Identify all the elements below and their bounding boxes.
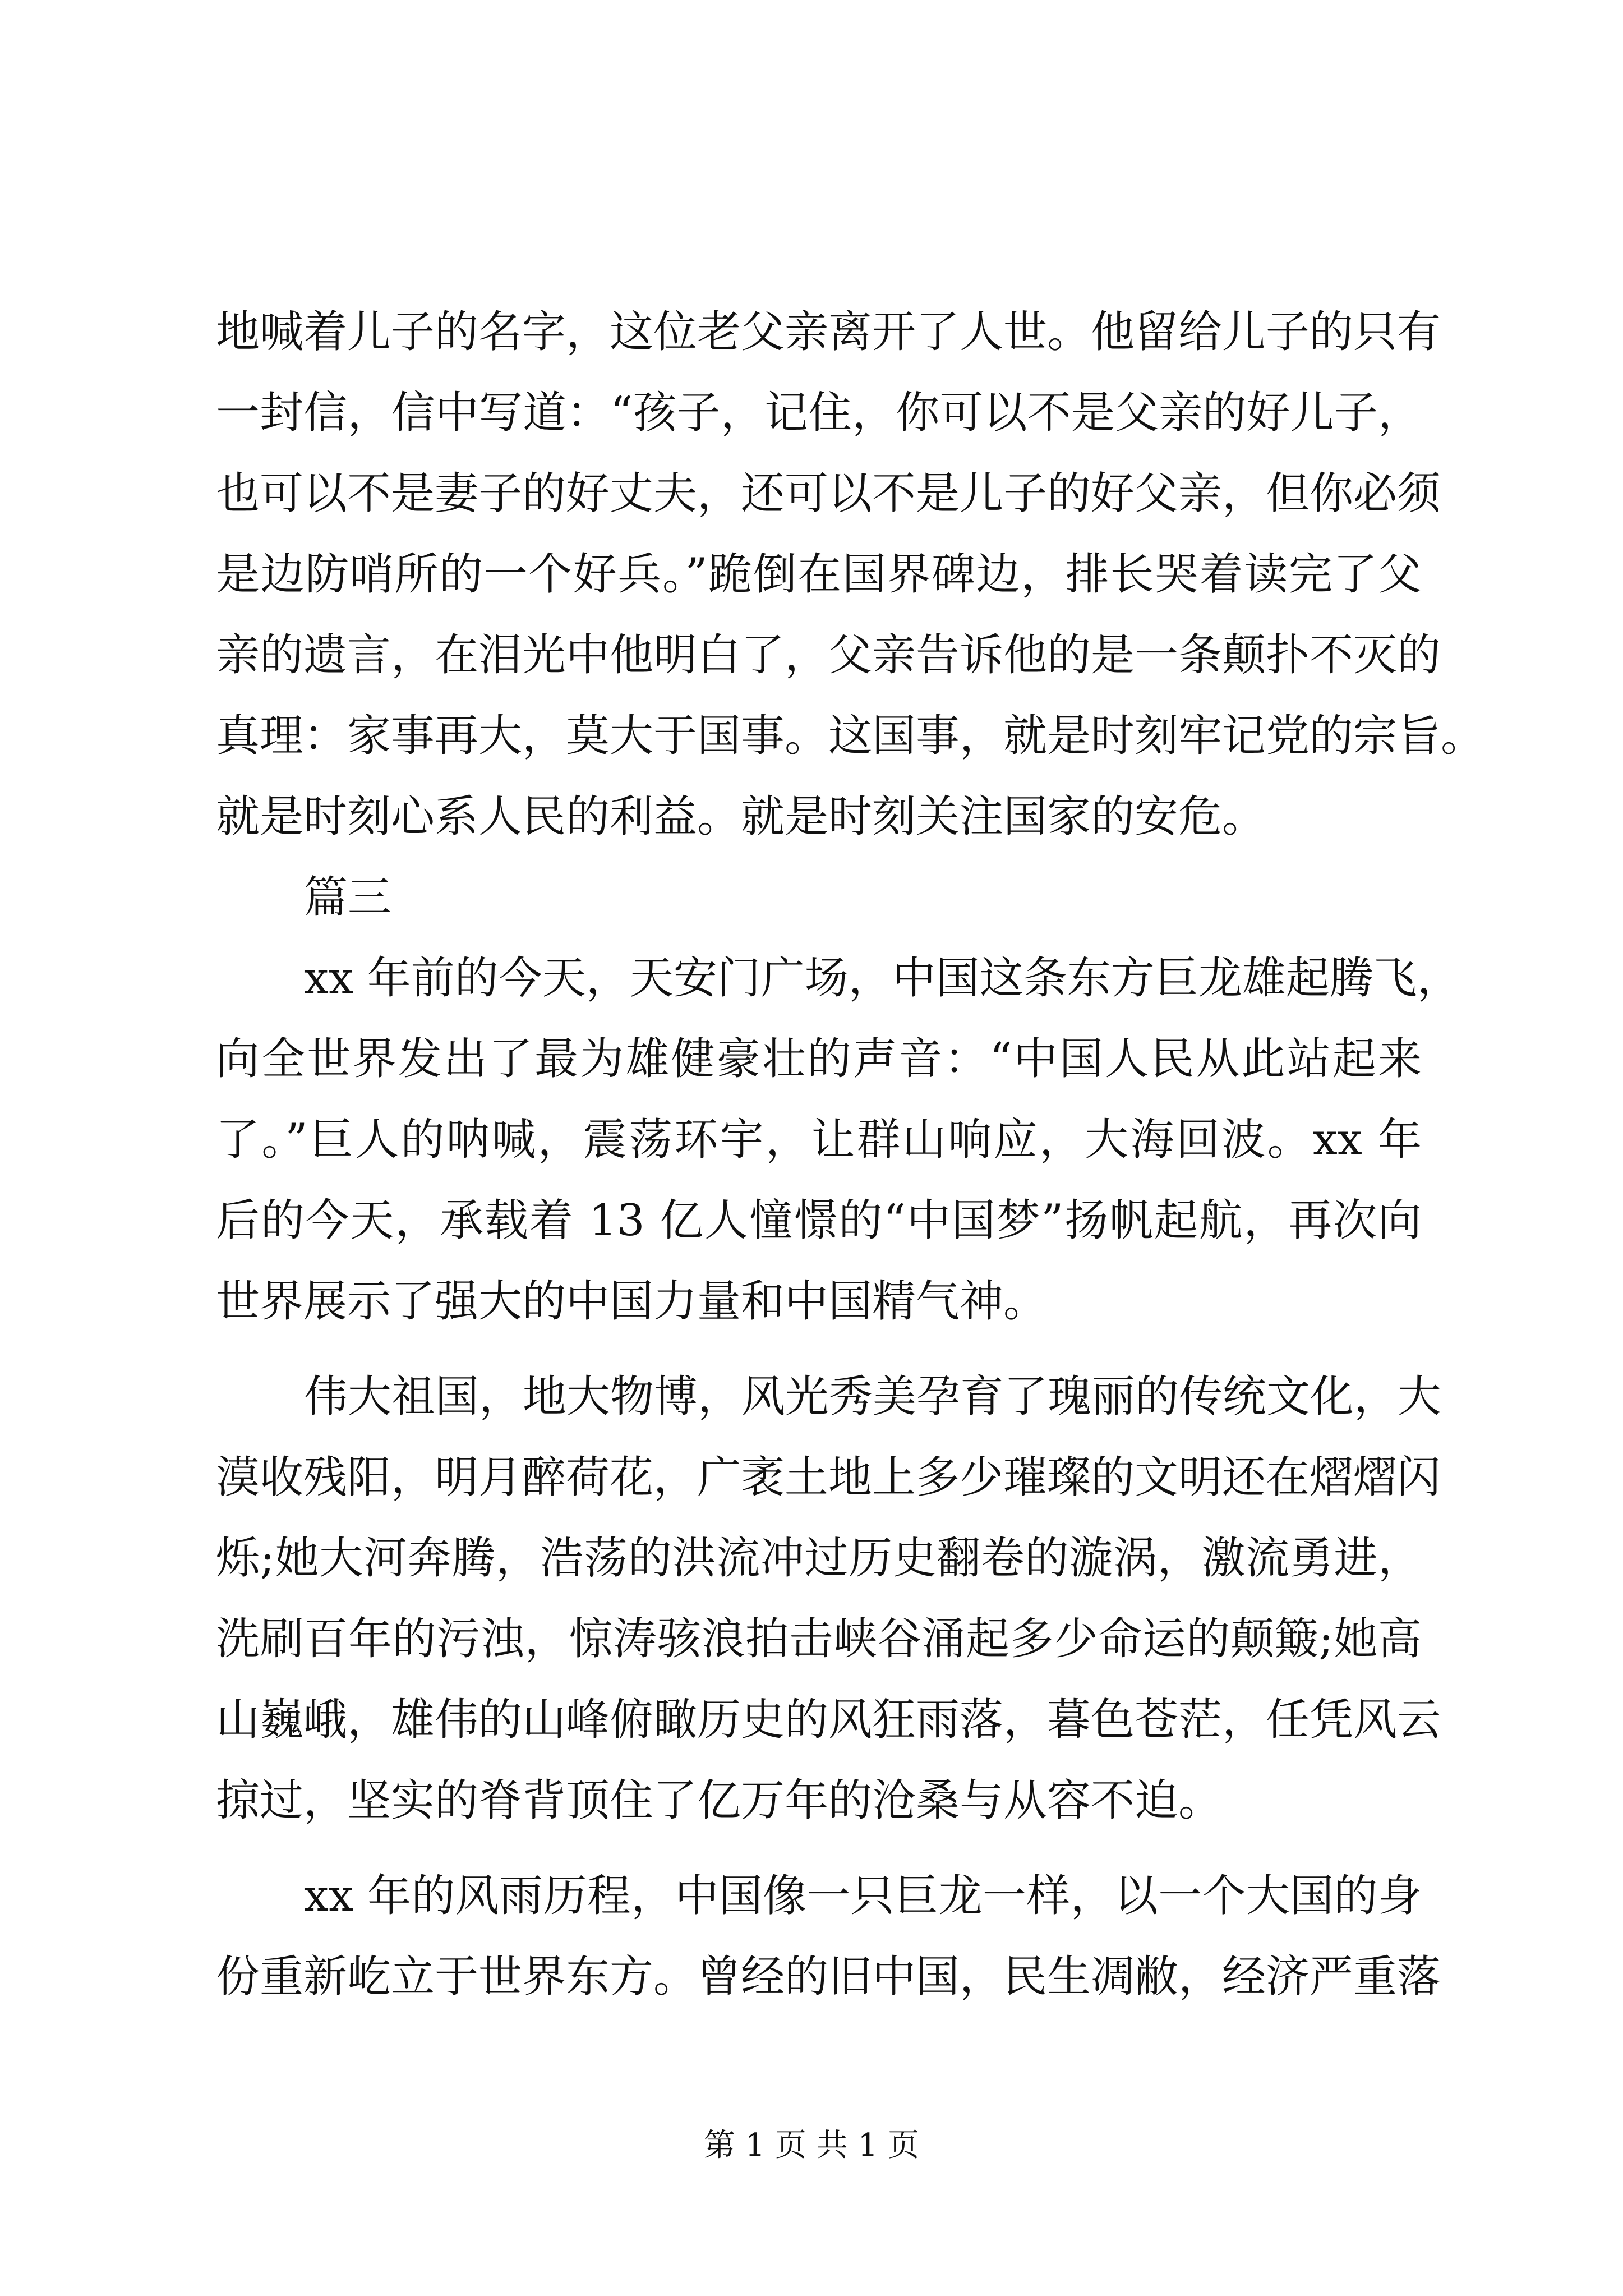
text-line: 伟大祖国，地大物博，风光秀美孕育了瑰丽的传统文化，大 bbox=[304, 1372, 1442, 1422]
text-line: 掠过，坚实的脊背顶住了亿万年的沧桑与从容不迫。 bbox=[216, 1775, 1223, 1826]
paragraph bbox=[216, 1856, 1441, 2017]
document-body bbox=[216, 292, 1485, 2017]
text-line: 地喊着儿子的名字，这位老父亲离开了人世。他留给儿子的只有 bbox=[216, 307, 1441, 357]
text-line: 洗刷百年的污浊，惊涛骇浪拍击峡谷涌起多少命运的颠簸;她高 bbox=[216, 1614, 1422, 1664]
page-footer: 第 1 页 共 1 页 bbox=[703, 2127, 920, 2164]
text-line: 了。”巨人的呐喊，震荡环宇，让群山响应，大海回波。xx 年 bbox=[216, 1115, 1422, 1165]
text-line: xx 年前的今天，天安门广场，中国这条东方巨龙雄起腾飞， bbox=[304, 953, 1461, 1004]
text-line: 向全世界发出了最为雄健豪壮的声音：“中国人民从此站起来 bbox=[216, 1034, 1422, 1084]
paragraph bbox=[216, 938, 1461, 1342]
text-line: xx 年的风雨历程，中国像一只巨龙一样，以一个大国的身 bbox=[304, 1871, 1422, 1921]
text-line: 真理：家事再大，莫大于国事。这国事，就是时刻牢记党的宗旨。 bbox=[216, 711, 1485, 761]
section-heading bbox=[216, 857, 1422, 938]
text-line: 烁;她大河奔腾，浩荡的洪流冲过历史翻卷的漩涡，激流勇进， bbox=[216, 1533, 1422, 1584]
paragraph bbox=[216, 292, 1485, 857]
text-line: 份重新屹立于世界东方。曾经的旧中国，民生凋敝，经济严重落 bbox=[216, 1952, 1441, 2002]
text-line: 世界展示了强大的中国力量和中国精气神。 bbox=[216, 1276, 1048, 1327]
text-line: 就是时刻心系人民的利益。就是时刻关注国家的安危。 bbox=[216, 792, 1266, 842]
text-line: 后的今天，承载着 13 亿人憧憬的“中国梦”扬帆起航，再次向 bbox=[216, 1195, 1422, 1246]
text-line: 是边防哨所的一个好兵。”跪倒在国界碑边，排长哭着读完了父 bbox=[216, 549, 1422, 600]
text-line: 亲的遗言，在泪光中他明白了，父亲告诉他的是一条颠扑不灭的 bbox=[216, 630, 1441, 680]
text-line: 漠收残阳，明月醉荷花，广袤土地上多少璀璨的文明还在熠熠闪 bbox=[216, 1452, 1441, 1503]
text-line: 山巍峨，雄伟的山峰俯瞰历史的风狂雨落，暮色苍茫，任凭风云 bbox=[216, 1695, 1441, 1745]
text-line: 也可以不是妻子的好丈夫，还可以不是儿子的好父亲，但你必须 bbox=[216, 468, 1441, 519]
paragraph bbox=[216, 1356, 1442, 1841]
text-line: 一封信，信中写道：“孩子，记住，你可以不是父亲的好儿子， bbox=[216, 388, 1422, 438]
heading-text: 篇三 bbox=[304, 872, 392, 923]
